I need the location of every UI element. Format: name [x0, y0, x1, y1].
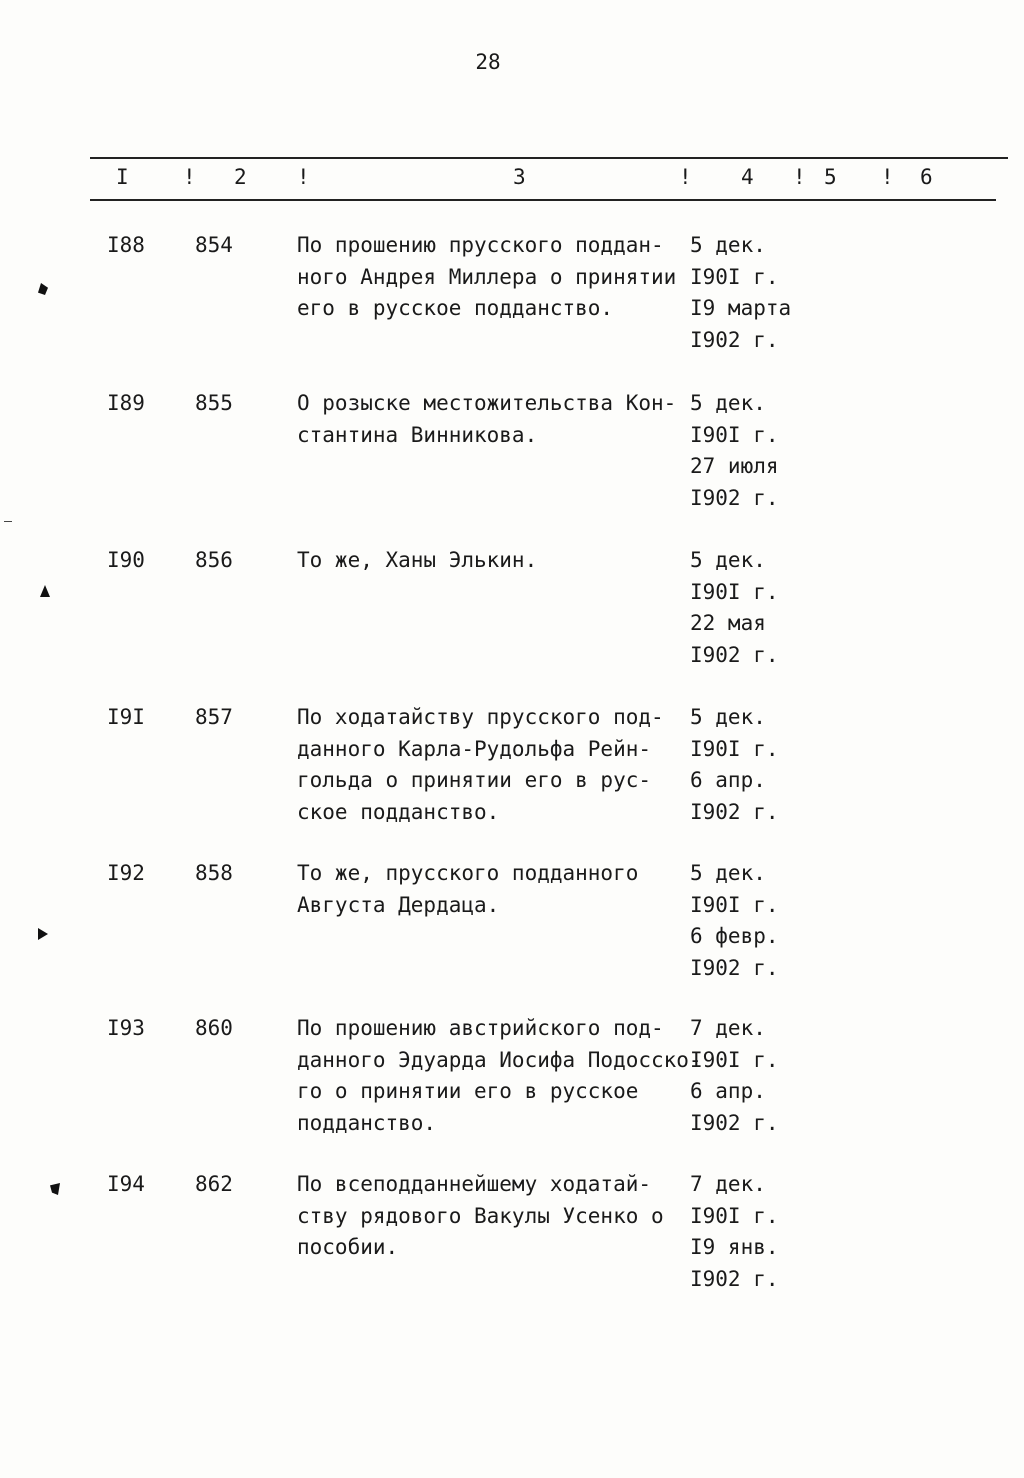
case-number: 857: [195, 705, 233, 729]
entry-number: I94: [107, 1172, 145, 1196]
description-line: данного Карла-Рудольфа Рейн-: [297, 736, 652, 761]
case-description: [297, 702, 664, 828]
header-col-5: 5: [824, 165, 837, 189]
date-line: 6 апр.: [690, 1079, 766, 1103]
margin-mark: [50, 1183, 60, 1195]
date-line: 5 дек.: [690, 233, 766, 257]
date-line: 5 дек.: [690, 705, 766, 729]
description-line: По прошению прусского поддан-: [297, 233, 664, 257]
table-header: [0, 165, 1024, 195]
case-number: 854: [195, 233, 233, 257]
description-line: По прошению австрийского под-: [297, 1016, 664, 1040]
date-line: I90I г.: [690, 579, 779, 604]
entry-number: I90: [107, 548, 145, 572]
header-col-2: 2: [234, 165, 247, 189]
description-line: подданство.: [297, 1110, 437, 1135]
description-line: То же, прусского подданного: [297, 861, 639, 885]
description-line: ству рядового Вакулы Усенко о: [297, 1203, 664, 1228]
case-dates: [690, 545, 779, 671]
date-line: 5 дек.: [690, 548, 766, 572]
case-description: [297, 388, 676, 451]
date-line: I902 г.: [690, 1110, 779, 1135]
case-number: 858: [195, 861, 233, 885]
page-number: 28: [475, 50, 501, 74]
header-col-6: 6: [920, 165, 933, 189]
date-line: I902 г.: [690, 642, 779, 667]
date-line: I90I г.: [690, 736, 779, 761]
case-number: 862: [195, 1172, 233, 1196]
table-header-rule: [90, 199, 996, 201]
description-line: ское подданство.: [297, 799, 500, 824]
header-col-4: 4: [741, 165, 754, 189]
description-line: То же, Ханы Элькин.: [297, 548, 538, 572]
case-dates: [690, 388, 779, 514]
date-line: I902 г.: [690, 799, 779, 824]
date-line: I90I г.: [690, 1203, 779, 1228]
margin-mark: [40, 585, 50, 597]
description-line: По всеподданнейшему ходатай-: [297, 1172, 652, 1196]
date-line: 5 дек.: [690, 391, 766, 415]
description-line: его в русское подданство.: [297, 296, 614, 320]
description-line: гольда о принятии его в рус-: [297, 768, 652, 792]
header-separator: !: [183, 165, 196, 189]
header-separator: !: [793, 165, 806, 189]
date-line: 22 мая: [690, 611, 766, 635]
description-line: Августа Дердаца.: [297, 892, 500, 917]
date-line: 6 февр.: [690, 924, 779, 948]
date-line: 5 дек.: [690, 861, 766, 885]
date-line: I9 марта: [690, 296, 792, 320]
date-line: I90I г.: [690, 264, 779, 289]
margin-dash: [4, 521, 12, 522]
entry-number: I89: [107, 391, 145, 415]
margin-mark: [38, 928, 48, 940]
entry-number: I88: [107, 233, 145, 257]
case-number: 860: [195, 1016, 233, 1040]
case-dates: [690, 230, 791, 356]
case-description: [297, 230, 676, 325]
case-description: [297, 858, 638, 921]
case-dates: [690, 1169, 779, 1295]
date-line: I902 г.: [690, 1266, 779, 1291]
entry-number: I93: [107, 1016, 145, 1040]
header-separator: !: [881, 165, 894, 189]
table-top-rule: [90, 157, 1008, 159]
case-description: [297, 1169, 664, 1264]
case-dates: [690, 858, 779, 984]
date-line: I902 г.: [690, 955, 779, 980]
description-line: го о принятии его в русское: [297, 1079, 639, 1103]
date-line: I902 г.: [690, 485, 779, 510]
description-line: О розыске местожительства Кон-: [297, 391, 677, 415]
date-line: I902 г.: [690, 327, 779, 352]
case-number: 855: [195, 391, 233, 415]
date-line: 27 июля: [690, 454, 779, 478]
case-description: [297, 1013, 702, 1139]
case-description: [297, 545, 537, 577]
entry-number: I92: [107, 861, 145, 885]
header-separator: !: [297, 165, 310, 189]
date-line: I90I г.: [690, 422, 779, 447]
header-separator: !: [679, 165, 692, 189]
description-line: пособии.: [297, 1235, 399, 1259]
header-col-3: 3: [513, 165, 526, 189]
description-line: По ходатайству прусского под-: [297, 705, 664, 729]
date-line: I9 янв.: [690, 1235, 779, 1259]
case-dates: [690, 1013, 779, 1139]
date-line: 7 дек.: [690, 1172, 766, 1196]
description-line: стантина Винникова.: [297, 422, 538, 447]
margin-mark: [38, 283, 48, 295]
case-number: 856: [195, 548, 233, 572]
date-line: 7 дек.: [690, 1016, 766, 1040]
date-line: I90I г.: [690, 892, 779, 917]
entry-number: I9I: [107, 705, 145, 729]
date-line: 6 апр.: [690, 768, 766, 792]
case-dates: [690, 702, 779, 828]
date-line: I90I г.: [690, 1047, 779, 1072]
header-col-1: I: [116, 165, 129, 189]
description-line: данного Эдуарда Иосифа Подосско-: [297, 1047, 702, 1072]
description-line: ного Андрея Миллера о принятии: [297, 264, 677, 289]
